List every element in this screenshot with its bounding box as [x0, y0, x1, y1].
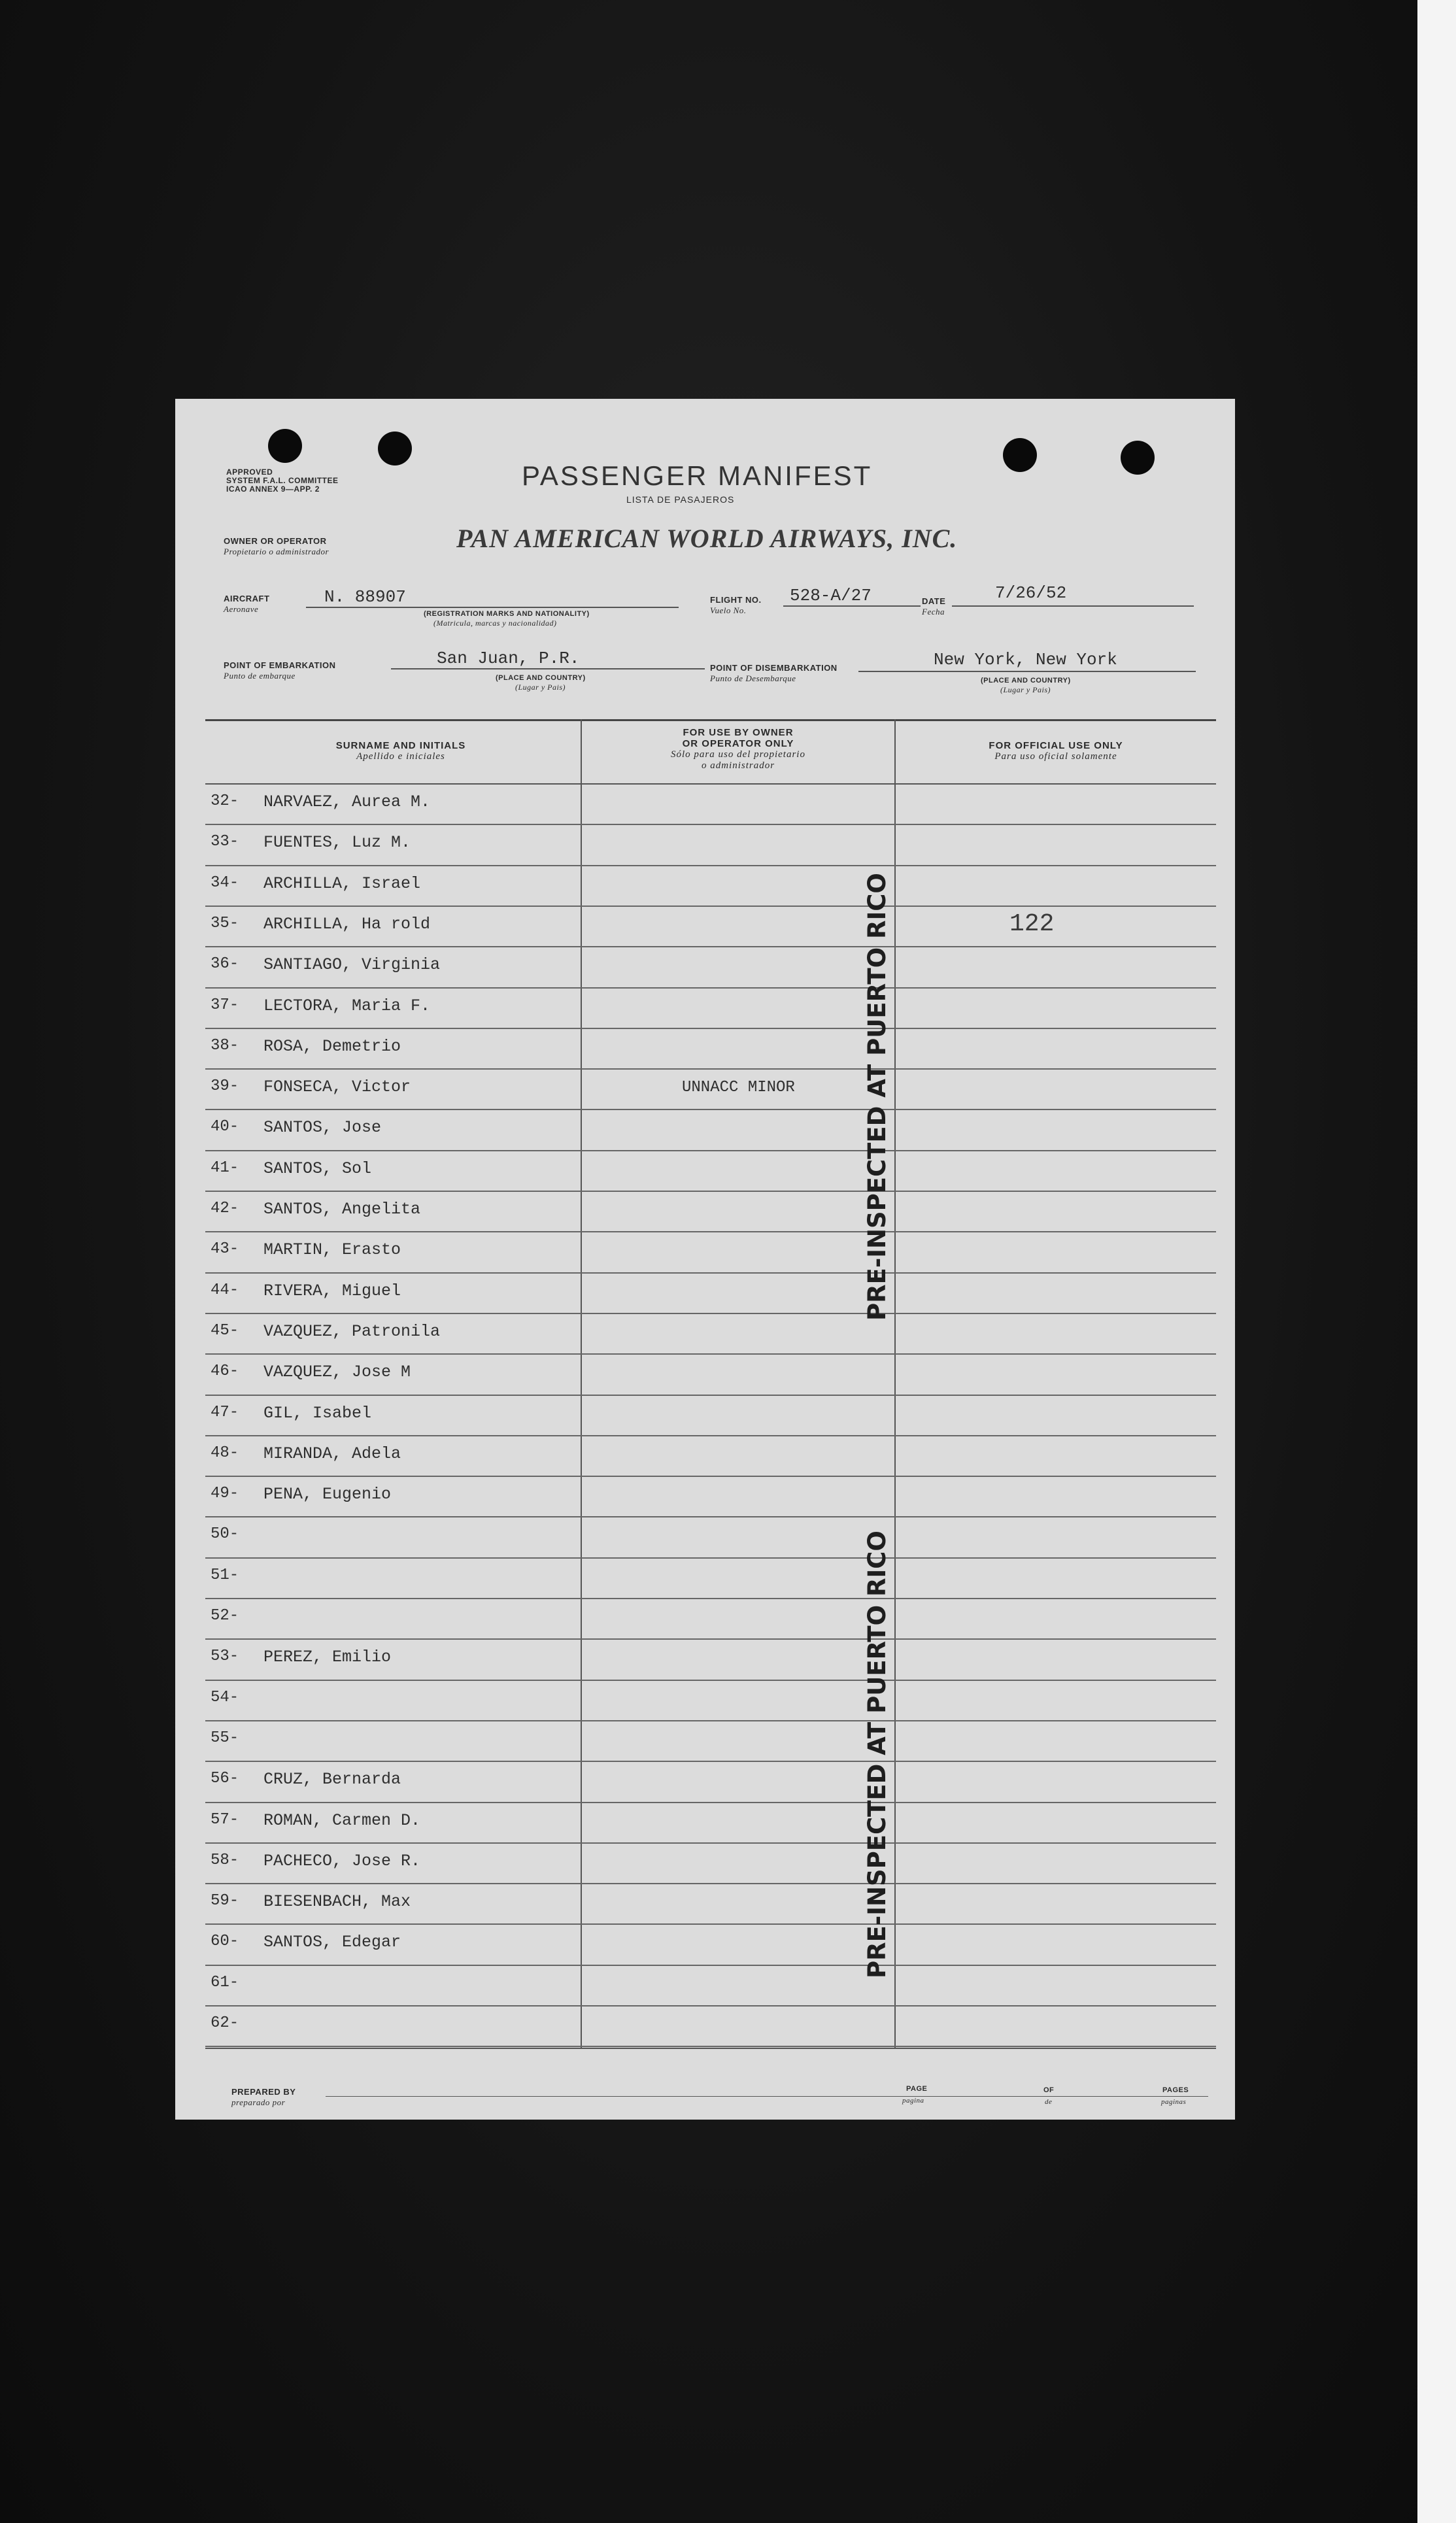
row-number: 37-: [211, 996, 239, 1014]
row-divider: [205, 1272, 1216, 1274]
row-divider: [205, 1557, 1216, 1559]
official-header-text-es: Para uso oficial solamente: [994, 751, 1117, 762]
passenger-name: PENA, Eugenio: [263, 1485, 392, 1504]
passenger-name: ROMAN, Carmen D.: [263, 1810, 421, 1830]
scanner-edge-strip: [1417, 0, 1456, 2523]
row-number: 53-: [211, 1648, 239, 1666]
pre-inspected-stamp: PRE-INSPECTED AT PUERTO RICO: [863, 1531, 891, 1978]
approval-block: [226, 468, 339, 494]
row-number: 49-: [211, 1485, 239, 1503]
row-number: 62-: [211, 2014, 239, 2032]
disembarkation-underline: [858, 671, 1196, 672]
pages-label: PAGES: [1162, 2086, 1189, 2094]
flight-underline: [783, 605, 921, 607]
disembarkation-place-note: (PLACE AND COUNTRY): [981, 677, 1071, 685]
surname-header-text: SURNAME AND INITIALS: [335, 740, 466, 751]
aircraft-underline: [306, 607, 679, 608]
row-divider: [205, 1068, 1216, 1070]
prepared-label: PREPARED BY: [231, 2087, 296, 2097]
row-divider: [205, 1435, 1216, 1436]
row-number: 50-: [211, 1525, 239, 1544]
passenger-name: ARCHILLA, Ha rold: [263, 914, 431, 934]
disembarkation-label: POINT OF DISEMBARKATION: [710, 663, 838, 673]
row-number: 45-: [211, 1321, 239, 1340]
row-divider: [205, 1680, 1216, 1681]
row-divider: [205, 2005, 1216, 2007]
of-label-es: de: [1045, 2098, 1053, 2106]
passenger-name: MIRANDA, Adela: [263, 1444, 401, 1463]
row-divider: [205, 946, 1216, 947]
row-number: 54-: [211, 1688, 239, 1706]
pre-inspected-stamp: PRE-INSPECTED AT PUERTO RICO: [863, 873, 891, 1321]
page-subtitle: LISTA DE PASAJEROS: [626, 494, 735, 505]
approval-line: ICAO ANNEX 9—APP. 2: [226, 484, 320, 494]
embarkation-value: San Juan, P.R.: [437, 649, 580, 668]
date-underline: [952, 605, 1194, 607]
row-divider: [205, 1191, 1216, 1192]
row-number: 47-: [211, 1403, 239, 1421]
page-title: PASSENGER MANIFEST: [522, 460, 873, 491]
official-mark: 122: [1009, 910, 1055, 938]
column-divider-1: [581, 719, 582, 2048]
row-number: 39-: [211, 1077, 239, 1096]
row-divider: [205, 1802, 1216, 1803]
manifest-sheet: [175, 399, 1235, 2120]
flight-value: 528-A/27: [790, 586, 872, 605]
pages-label-es: paginas: [1161, 2098, 1187, 2106]
passenger-name: SANTIAGO, Virginia: [263, 955, 441, 975]
row-number: 58-: [211, 1851, 239, 1869]
passenger-name: MARTIN, Erasto: [263, 1240, 401, 1260]
row-divider: [205, 1965, 1216, 1966]
owner-label-es: Propietario o administrador: [224, 547, 330, 556]
row-divider: [205, 865, 1216, 866]
row-divider: [205, 824, 1216, 825]
row-number: 40-: [211, 1118, 239, 1136]
row-divider: [205, 1028, 1216, 1029]
row-divider: [205, 1761, 1216, 1762]
passenger-name: VAZQUEZ, Jose M: [263, 1363, 411, 1382]
passenger-name: SANTOS, Jose: [263, 1118, 382, 1138]
owner-label: OWNER OR OPERATOR: [224, 536, 327, 546]
passenger-name: CRUZ, Bernarda: [263, 1770, 401, 1789]
embarkation-label: POINT OF EMBARKATION: [224, 660, 336, 670]
row-number: 51-: [211, 1566, 239, 1584]
punch-hole: [1003, 438, 1037, 472]
row-number: 46-: [211, 1363, 239, 1381]
row-divider: [205, 1395, 1216, 1396]
row-divider: [205, 1923, 1216, 1925]
row-number: 33-: [211, 833, 239, 851]
registration-note-es: (Matricula, marcas y nacionalidad): [433, 618, 557, 628]
embarkation-underline: [391, 668, 705, 669]
row-number: 38-: [211, 1036, 239, 1055]
date-label-es: Fecha: [922, 607, 945, 617]
punch-hole: [378, 432, 412, 466]
row-number: 32-: [211, 792, 239, 810]
header-bottom-border: [205, 783, 1216, 785]
airline-name: PAN AMERICAN WORLD AIRWAYS, INC.: [456, 524, 958, 553]
row-divider: [205, 1638, 1216, 1640]
row-number: 35-: [211, 914, 239, 932]
flight-label-es: Vuelo No.: [710, 605, 747, 615]
passenger-name: SANTOS, Angelita: [263, 1200, 421, 1219]
official-header-text: FOR OFFICIAL USE ONLY: [989, 740, 1123, 751]
punch-hole: [268, 429, 302, 463]
passenger-name: PEREZ, Emilio: [263, 1648, 392, 1667]
row-divider: [205, 1883, 1216, 1884]
operator-header-line-es: o administrador: [701, 760, 775, 771]
row-number: 61-: [211, 1973, 239, 1991]
surname-header-text-es: Apellido e iniciales: [356, 751, 445, 762]
disembarkation-place-note-es: (Lugar y Pais): [1000, 685, 1051, 694]
row-divider: [205, 1150, 1216, 1151]
official-column-header: [896, 740, 1216, 762]
row-number: 41-: [211, 1159, 239, 1177]
operator-header-line: OR OPERATOR ONLY: [682, 738, 794, 749]
passenger-name: NARVAEZ, Aurea M.: [263, 792, 431, 811]
passenger-name: RIVERA, Miguel: [263, 1281, 401, 1300]
column-divider-2: [894, 719, 896, 2048]
passenger-name: ARCHILLA, Israel: [263, 873, 421, 893]
row-number: 34-: [211, 873, 239, 892]
aircraft-label-es: Aeronave: [224, 604, 259, 614]
date-value: 7/26/52: [995, 583, 1067, 603]
passenger-name: FUENTES, Luz M.: [263, 833, 411, 853]
row-number: 44-: [211, 1281, 239, 1299]
embarkation-label-es: Punto de embarque: [224, 671, 296, 681]
surname-column-header: [221, 740, 581, 762]
row-number: 43-: [211, 1240, 239, 1259]
of-label: OF: [1043, 2086, 1055, 2094]
row-divider: [205, 987, 1216, 989]
row-divider: [205, 1109, 1216, 1110]
passenger-name: LECTORA, Maria F.: [263, 996, 431, 1015]
row-divider: [205, 1842, 1216, 1844]
approval-line: SYSTEM F.A.L. COMMITTEE: [226, 476, 339, 485]
passenger-name: ROSA, Demetrio: [263, 1036, 401, 1056]
passenger-name: GIL, Isabel: [263, 1403, 372, 1423]
row-divider: [205, 906, 1216, 907]
approval-line: APPROVED: [226, 467, 273, 477]
passenger-name: VAZQUEZ, Patronila: [263, 1321, 441, 1341]
disembarkation-value: New York, New York: [934, 650, 1117, 669]
row-divider: [205, 1313, 1216, 1314]
row-divider: [205, 1720, 1216, 1721]
disembarkation-label-es: Punto de Desembarque: [710, 673, 796, 683]
row-divider: [205, 1353, 1216, 1355]
footer-rule: [205, 2048, 1216, 2049]
row-number: 55-: [211, 1729, 239, 1747]
passenger-name: BIESENBACH, Max: [263, 1892, 411, 1912]
passenger-name: SANTOS, Edegar: [263, 1933, 401, 1952]
passenger-name: PACHECO, Jose R.: [263, 1851, 421, 1871]
row-divider: [205, 1231, 1216, 1232]
row-number: 57-: [211, 1810, 239, 1829]
operator-header-line-es: Sólo para uso del propietario: [671, 749, 805, 760]
passenger-name: SANTOS, Sol: [263, 1159, 372, 1178]
operator-header-line: FOR USE BY OWNER: [683, 727, 794, 738]
row-divider: [205, 1516, 1216, 1517]
row-number: 59-: [211, 1892, 239, 1910]
row-number: 36-: [211, 955, 239, 974]
page-label: PAGE: [906, 2085, 928, 2093]
registration-note: (REGISTRATION MARKS AND NATIONALITY): [424, 610, 590, 618]
row-divider: [205, 1598, 1216, 1599]
punch-hole: [1121, 441, 1155, 475]
table-top-border: [205, 719, 1216, 721]
date-label: DATE: [922, 596, 946, 606]
row-divider: [205, 1476, 1216, 1477]
aircraft-value: N. 88907: [324, 587, 406, 607]
embarkation-place-note-es: (Lugar y Pais): [515, 683, 566, 692]
embarkation-place-note: (PLACE AND COUNTRY): [496, 674, 586, 682]
row-number: 56-: [211, 1770, 239, 1788]
operator-note: UNNACC MINOR: [682, 1079, 795, 1096]
passenger-name: FONSECA, Victor: [263, 1077, 411, 1097]
row-number: 52-: [211, 1607, 239, 1625]
aircraft-label: AIRCRAFT: [224, 594, 270, 603]
page-label-es: pagina: [902, 2097, 924, 2105]
prepared-underline: [326, 2096, 1208, 2097]
operator-column-header: [582, 727, 894, 771]
prepared-label-es: preparado por: [231, 2097, 286, 2107]
row-divider: [205, 2046, 1216, 2047]
row-number: 48-: [211, 1444, 239, 1462]
row-number: 42-: [211, 1200, 239, 1217]
flight-label: FLIGHT NO.: [710, 595, 762, 605]
row-number: 60-: [211, 1933, 239, 1951]
